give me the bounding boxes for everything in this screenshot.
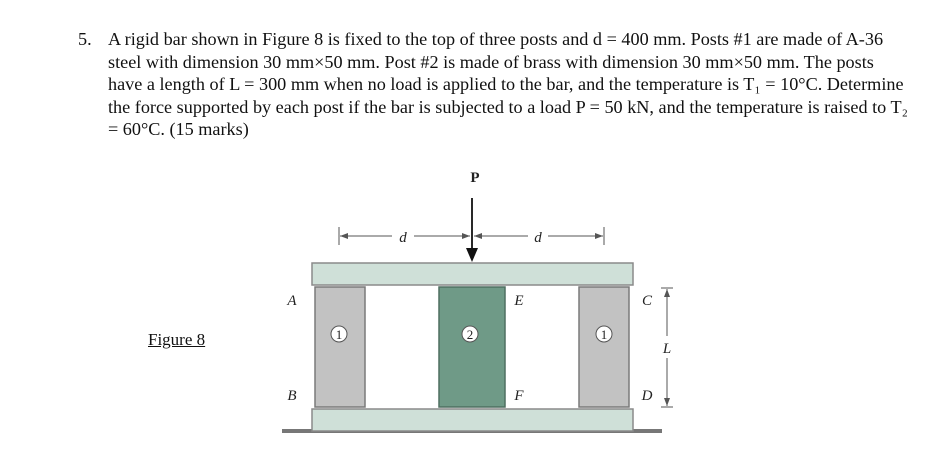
point-e-label: E: [514, 293, 524, 309]
post-right-number: 1: [600, 327, 608, 342]
steel-post-right: [579, 287, 629, 407]
dim-arrow-1: [340, 233, 348, 239]
point-c-label: C: [641, 293, 653, 309]
load-arrow-head: [466, 248, 478, 262]
dim-arrow-3: [474, 233, 482, 239]
post-mid-number: 2: [466, 327, 474, 342]
dim-l-label: L: [662, 341, 672, 357]
problem-text: A rigid bar shown in Figure 8 is fixed to the top of three posts and d = 400 mm. Posts #1 are made of A-36 steel with dimension 30 mm×50 mm. Post #2 is made of brass with dimension 30 mm×50 mm. The posts have a length of L = 300 mm when no load is applied to the bar, and the temperature is T₁ = 10°C. Determine the force supported by each post if the bar is subjected to a load P = 50 kN, and the temperature is raised to T₂ = 60°C. (15 marks): [108, 29, 908, 139]
dim-d-right-label: d: [534, 230, 542, 246]
dim-l-arrow-top: [664, 289, 670, 297]
dim-l-arrow-bottom: [664, 398, 670, 406]
bottom-bar: [312, 409, 633, 431]
steel-post-left: [315, 287, 365, 407]
load-label: P: [470, 170, 480, 186]
point-d-label: D: [641, 388, 653, 404]
point-f-label: F: [514, 388, 524, 404]
figure-caption: Figure 8: [148, 330, 206, 349]
dim-arrow-2: [462, 233, 470, 239]
post-left-number: 1: [335, 327, 343, 342]
dim-arrow-4: [595, 233, 603, 239]
problem-number: 5.: [78, 29, 92, 49]
rigid-bar: [312, 263, 633, 285]
point-a-label: A: [287, 293, 297, 309]
dim-d-left-label: d: [399, 230, 407, 246]
brass-post: [439, 287, 505, 407]
point-b-label: B: [287, 388, 297, 404]
